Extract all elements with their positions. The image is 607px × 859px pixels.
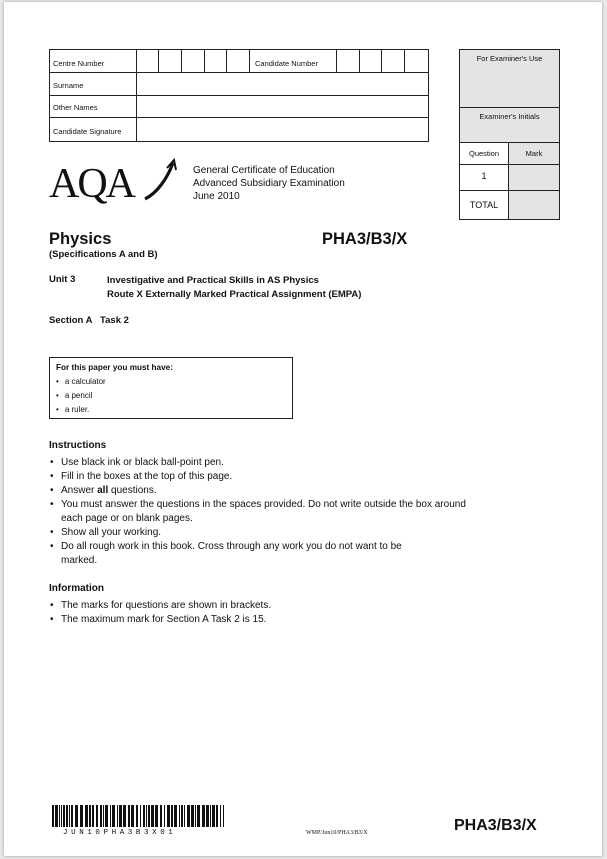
paper-requirements-list <box>56 375 106 417</box>
surname-label: Surname <box>53 81 84 90</box>
list-item: • a calculator <box>56 375 106 389</box>
list-item: • Answer all questions. <box>49 484 469 498</box>
examiners-initials-label: Examiner's Initials <box>479 112 540 121</box>
instructions-heading: Instructions <box>49 440 107 451</box>
other-names-row <box>50 96 428 118</box>
candidate-number-label: Candidate Number <box>255 59 318 68</box>
specifications: (Specifications A and B) <box>49 249 158 260</box>
signature-row <box>50 118 428 141</box>
certificate-line-2: Advanced Subsidiary Examination <box>193 178 345 189</box>
subject-title: Physics <box>49 230 112 248</box>
instructions-list <box>49 456 469 568</box>
question-header: Question <box>468 149 500 158</box>
certificate-line-3: June 2010 <box>193 191 240 202</box>
list-item: • Use black ink or black ball-point pen. <box>49 456 469 470</box>
list-item: • The maximum mark for Section A Task 2 is 15. <box>49 613 469 627</box>
total-mark-cell[interactable] <box>509 191 559 219</box>
information-list <box>49 599 469 627</box>
aqa-logo <box>49 157 179 205</box>
list-item: • Do all rough work in this book. Cross through any work you do not want to be marked. <box>49 540 436 568</box>
paper-requirements-heading: For this paper you must have: <box>56 363 173 372</box>
examiners-use-label: For Examiner's Use <box>476 54 543 63</box>
total-label: TOTAL <box>469 200 499 210</box>
reference-code: WMP/Jun10/PHA3/B3/X <box>306 830 368 836</box>
aqa-logo-text: AQA <box>49 161 134 205</box>
candidate-details-box <box>49 49 429 142</box>
unit-title <box>107 274 361 301</box>
information-heading: Information <box>49 583 104 594</box>
exam-cover-page <box>4 2 602 856</box>
barcode-number: JUN10PHA3B3X01 <box>63 829 177 837</box>
candidate-signature-field[interactable] <box>137 118 427 141</box>
list-item: • a ruler. <box>56 403 106 417</box>
paper-code-bottom: PHA3/B3/X <box>454 817 537 834</box>
certificate-text <box>193 164 345 203</box>
unit-title-line-1: Investigative and Practical Skills in AS Physics <box>107 275 319 286</box>
list-item: • You must answer the questions in the spaces provided. Do not write outside the box around each page or on blank pages. <box>49 498 469 526</box>
surname-row <box>50 73 428 96</box>
paper-requirements-box <box>49 357 293 419</box>
unit-label: Unit 3 <box>49 274 76 285</box>
other-names-label: Other Names <box>53 103 98 112</box>
question-number: 1 <box>481 171 487 181</box>
candidate-number-field[interactable] <box>337 50 427 72</box>
centre-number-label: Centre Number <box>53 59 105 68</box>
list-item: • a pencil <box>56 389 106 403</box>
candidate-signature-label: Candidate Signature <box>53 127 122 136</box>
paper-code: PHA3/B3/X <box>322 230 408 248</box>
section-task: Section A Task 2 <box>49 315 129 326</box>
mark-header: Mark <box>525 149 543 158</box>
question-1-mark-cell[interactable] <box>509 165 559 191</box>
surname-field[interactable] <box>137 73 427 95</box>
list-item: • Fill in the boxes at the top of this page. <box>49 470 469 484</box>
centre-number-field[interactable] <box>137 50 249 72</box>
list-item: • The marks for questions are shown in brackets. <box>49 599 469 613</box>
examiners-use-box <box>459 49 560 220</box>
unit-title-line-2: Route X Externally Marked Practical Assignment (EMPA) <box>107 288 362 300</box>
certificate-line-1: General Certificate of Education <box>193 165 335 176</box>
barcode <box>52 805 228 829</box>
centre-number-row <box>50 50 428 73</box>
list-item: • Show all your working. <box>49 526 469 540</box>
other-names-field[interactable] <box>137 96 427 117</box>
